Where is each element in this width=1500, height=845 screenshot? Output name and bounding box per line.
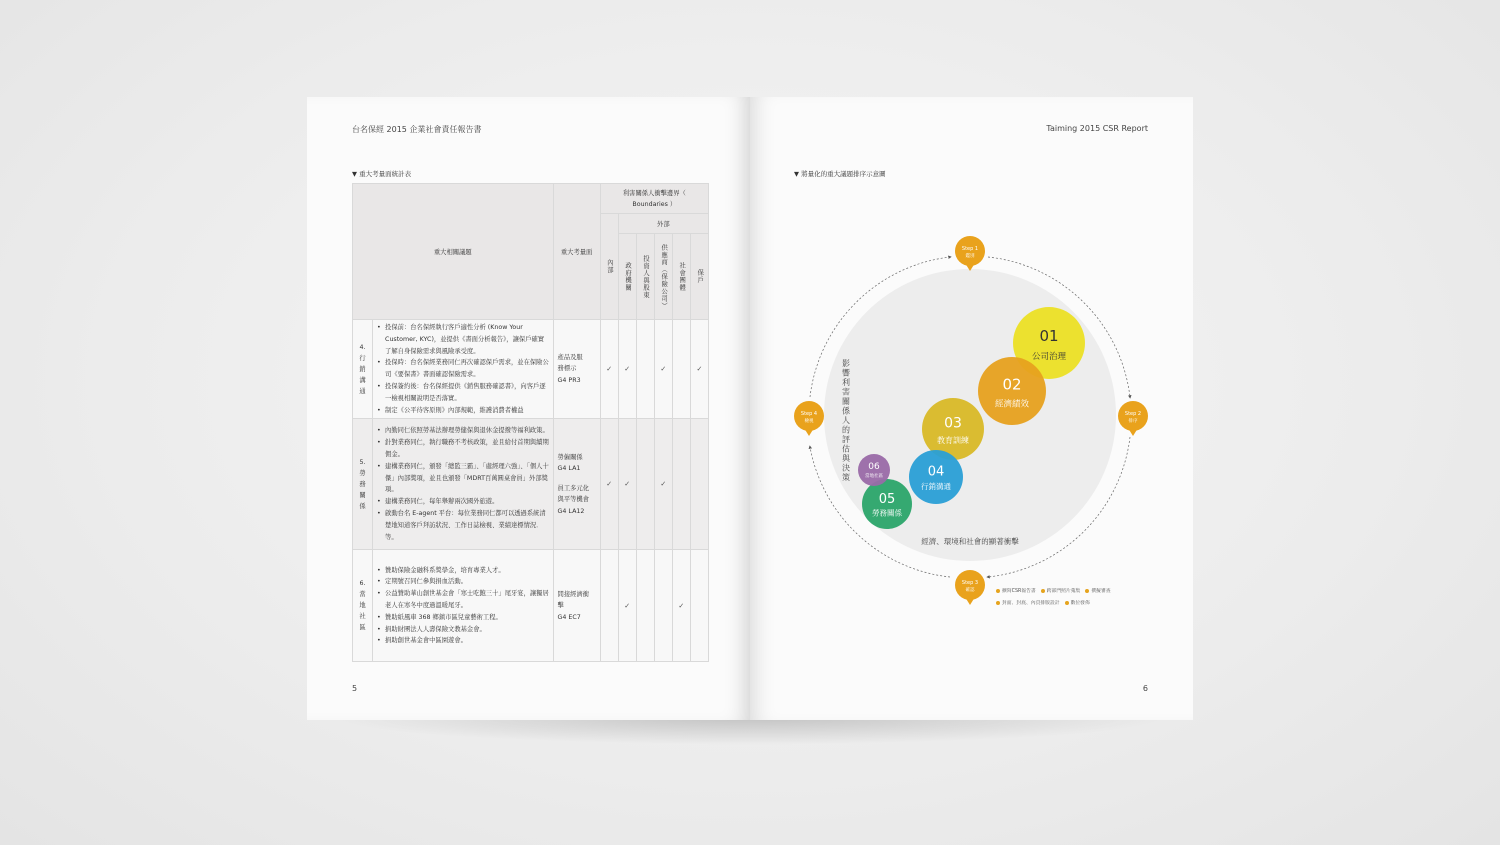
bubble-label: 經濟績效 [994,399,1030,410]
bubble-number: 04 [927,464,945,480]
bubble-label: 教育訓練 [937,435,969,445]
list-item: • 投保時：台名保經業務同仁再次確認保戶需求，並在保險公司《要保書》書面確認保險需求。 [377,357,549,381]
step-label: Step 3 [961,580,979,586]
legend-item: 數位發佈 [1065,599,1090,606]
header-suppliers: 供應商（保險公司） [654,234,672,320]
row-number: 4. 行 銷 溝 通 [353,320,373,419]
check-cell: ✓ [618,550,636,662]
bubble-04 [909,450,963,504]
right-page [750,97,1193,720]
check-cell: ✓ [654,320,672,419]
bubble-number: 06 [868,462,880,473]
list-item: • 投保前：台名保經執行客戶適性分析 (Know Your Customer, KYC)，並提供《書面分析報告》，讓保戶確實了解自身保險需求與風險承受度。 [377,322,549,357]
row-topics [373,550,553,662]
row-aspect: 間接經濟衝 擊 G4 EC7 [553,550,600,662]
header-boundaries: 利害關係人衝擊邊界（ Boundaries ） [600,184,708,214]
legend-dot-icon [1041,589,1045,593]
check-cell [690,419,708,550]
bubble-label: 當地社區 [865,474,883,480]
check-cell [636,419,654,550]
diagram-section-title: ▼ 將量化的重大議題排序示意圖 [794,170,886,178]
header-internal: 內部 [600,214,618,320]
header-policyholders: 保戶 [690,234,708,320]
list-item: • 建構業務同仁，頒發「總監三霸」、「處經理六強」、「個人十傑」內部獎項，並且也頒發「MDRT百萬圓桌會員」外部獎項。 [377,461,549,496]
check-cell [654,550,672,662]
list-item: • 贊助紙風車 368 鄉鎮市區兒童藝術工程。 [377,612,549,624]
check-cell: ✓ [672,550,690,662]
legend-dot-icon [1065,601,1069,605]
y-axis-label: 影響利害關係人的評估與決策 [841,359,851,483]
list-item: • 針對業務同仁，執行職務不考核政策，並且給付首期與續期佣金。 [377,437,549,461]
right-running-header: Taiming 2015 CSR Report [1046,124,1148,133]
diagram-legend [996,587,1111,611]
check-cell: ✓ [618,320,636,419]
bubble-label: 公司治理 [1031,352,1067,363]
list-item: • 定期號召同仁參與捐血活動。 [377,576,549,588]
header-investors: 投資人與股東 [636,234,654,320]
x-axis-label: 經濟、環境和社會的顯著衝擊 [921,537,1019,546]
legend-dot-icon [996,589,1000,593]
step-label: Step 1 [961,246,979,252]
header-social-groups: 社會團體 [672,234,690,320]
table-row [353,320,709,419]
bubble-number: 02 [1002,375,1022,394]
step-label: Step 2 [1124,411,1142,417]
list-item: • 內勤同仁依照勞基法辦理勞健保與退休金提撥等福利政策。 [377,425,549,437]
row-aspect: 產品及服 務標示 G4 PR3 [553,320,600,419]
bubble-02 [978,357,1046,425]
left-running-header: 台名保經 2015 企業社會責任報告書 [352,125,482,134]
legend-dot-icon [1085,589,1089,593]
step-sublabel: 確認 [965,588,975,593]
legend-item: 封面、封底、內頁排版設計 [996,599,1060,606]
legend-item: 跨部門照片蒐集 [1041,587,1081,594]
check-cell [636,550,654,662]
check-cell [690,550,708,662]
list-item: • 贊助保險金融科系獎學金，培育專業人才。 [377,565,549,577]
check-cell: ✓ [654,419,672,550]
check-cell: ✓ [690,320,708,419]
bubble-label: 勞務關係 [872,508,902,518]
step-marker-3 [955,570,985,605]
bubble-06 [858,454,890,486]
row-number: 5. 勞 務 關 係 [353,419,373,550]
header-external: 外部 [618,214,708,234]
step-marker-4 [794,401,824,436]
table-section-title: ▼ 重大考量面統計表 [352,170,412,178]
bubble-label: 行銷溝通 [921,482,951,492]
step-sublabel: 排序 [1128,419,1138,424]
bubble-number: 05 [878,491,896,507]
row-number: 6. 當 地 社 區 [353,550,373,662]
bubble-05 [862,479,912,529]
list-item: • 制定《公平待客原則》內部規範，維護消費者權益 [377,405,549,417]
legend-dot-icon [996,601,1000,605]
list-item: • 捐助創世基金會中區園遊會。 [377,635,549,647]
list-item: • 建構業務同仁，每年舉辦兩次國外旅遊。 [377,496,549,508]
list-item: • 投保簽約後：台名保經提供《銷售服務確認書》，向客戶逐一檢視相關說明是否落實。 [377,381,549,405]
list-item: • 啟動台名 E-agent 平台：每位業務同仁都可以透過系統清楚地知道客戶拜訪狀況、工作日誌檢視、業績達標情況．等。 [377,508,549,543]
legend-item: 撰擬審查 [1085,587,1110,594]
step-label: Step 4 [800,411,818,417]
row-topics [373,320,553,419]
bubble-number: 03 [944,415,962,432]
table-row [353,550,709,662]
header-topic: 重大相關議題 [353,184,554,320]
header-aspect: 重大考量面 [553,184,600,320]
check-cell [636,320,654,419]
bubble-number: 01 [1039,327,1059,346]
header-government: 政府機關 [618,234,636,320]
row-aspect: 勞僱關係 G4 LA1 員工多元化 與平等機會 G4 LA12 [553,419,600,550]
check-cell [672,419,690,550]
check-cell: ✓ [618,419,636,550]
step-marker-2 [1118,401,1148,436]
list-item: • 捐助財團法人人壽保險文教基金會。 [377,624,549,636]
step-sublabel: 鑑別 [965,254,975,259]
step-marker-1 [955,236,985,271]
row-topics [373,419,553,550]
table-row [353,419,709,550]
step-sublabel: 檢視 [804,419,814,424]
materiality-diagram [750,97,1193,720]
check-cell [600,550,618,662]
right-page-number: 6 [1142,684,1148,693]
check-cell: ✓ [600,419,618,550]
check-cell [672,320,690,419]
left-page [307,97,750,720]
materiality-table [352,183,709,662]
legend-item: 擴寫CSR報告書 [996,587,1036,594]
left-page-number: 5 [352,684,358,693]
check-cell: ✓ [600,320,618,419]
list-item: • 公益贊助華山創世基金會「寒士吃飽三十」尾牙宴，讓獨居老人在寒冬中度過溫暖尾牙。 [377,588,549,612]
